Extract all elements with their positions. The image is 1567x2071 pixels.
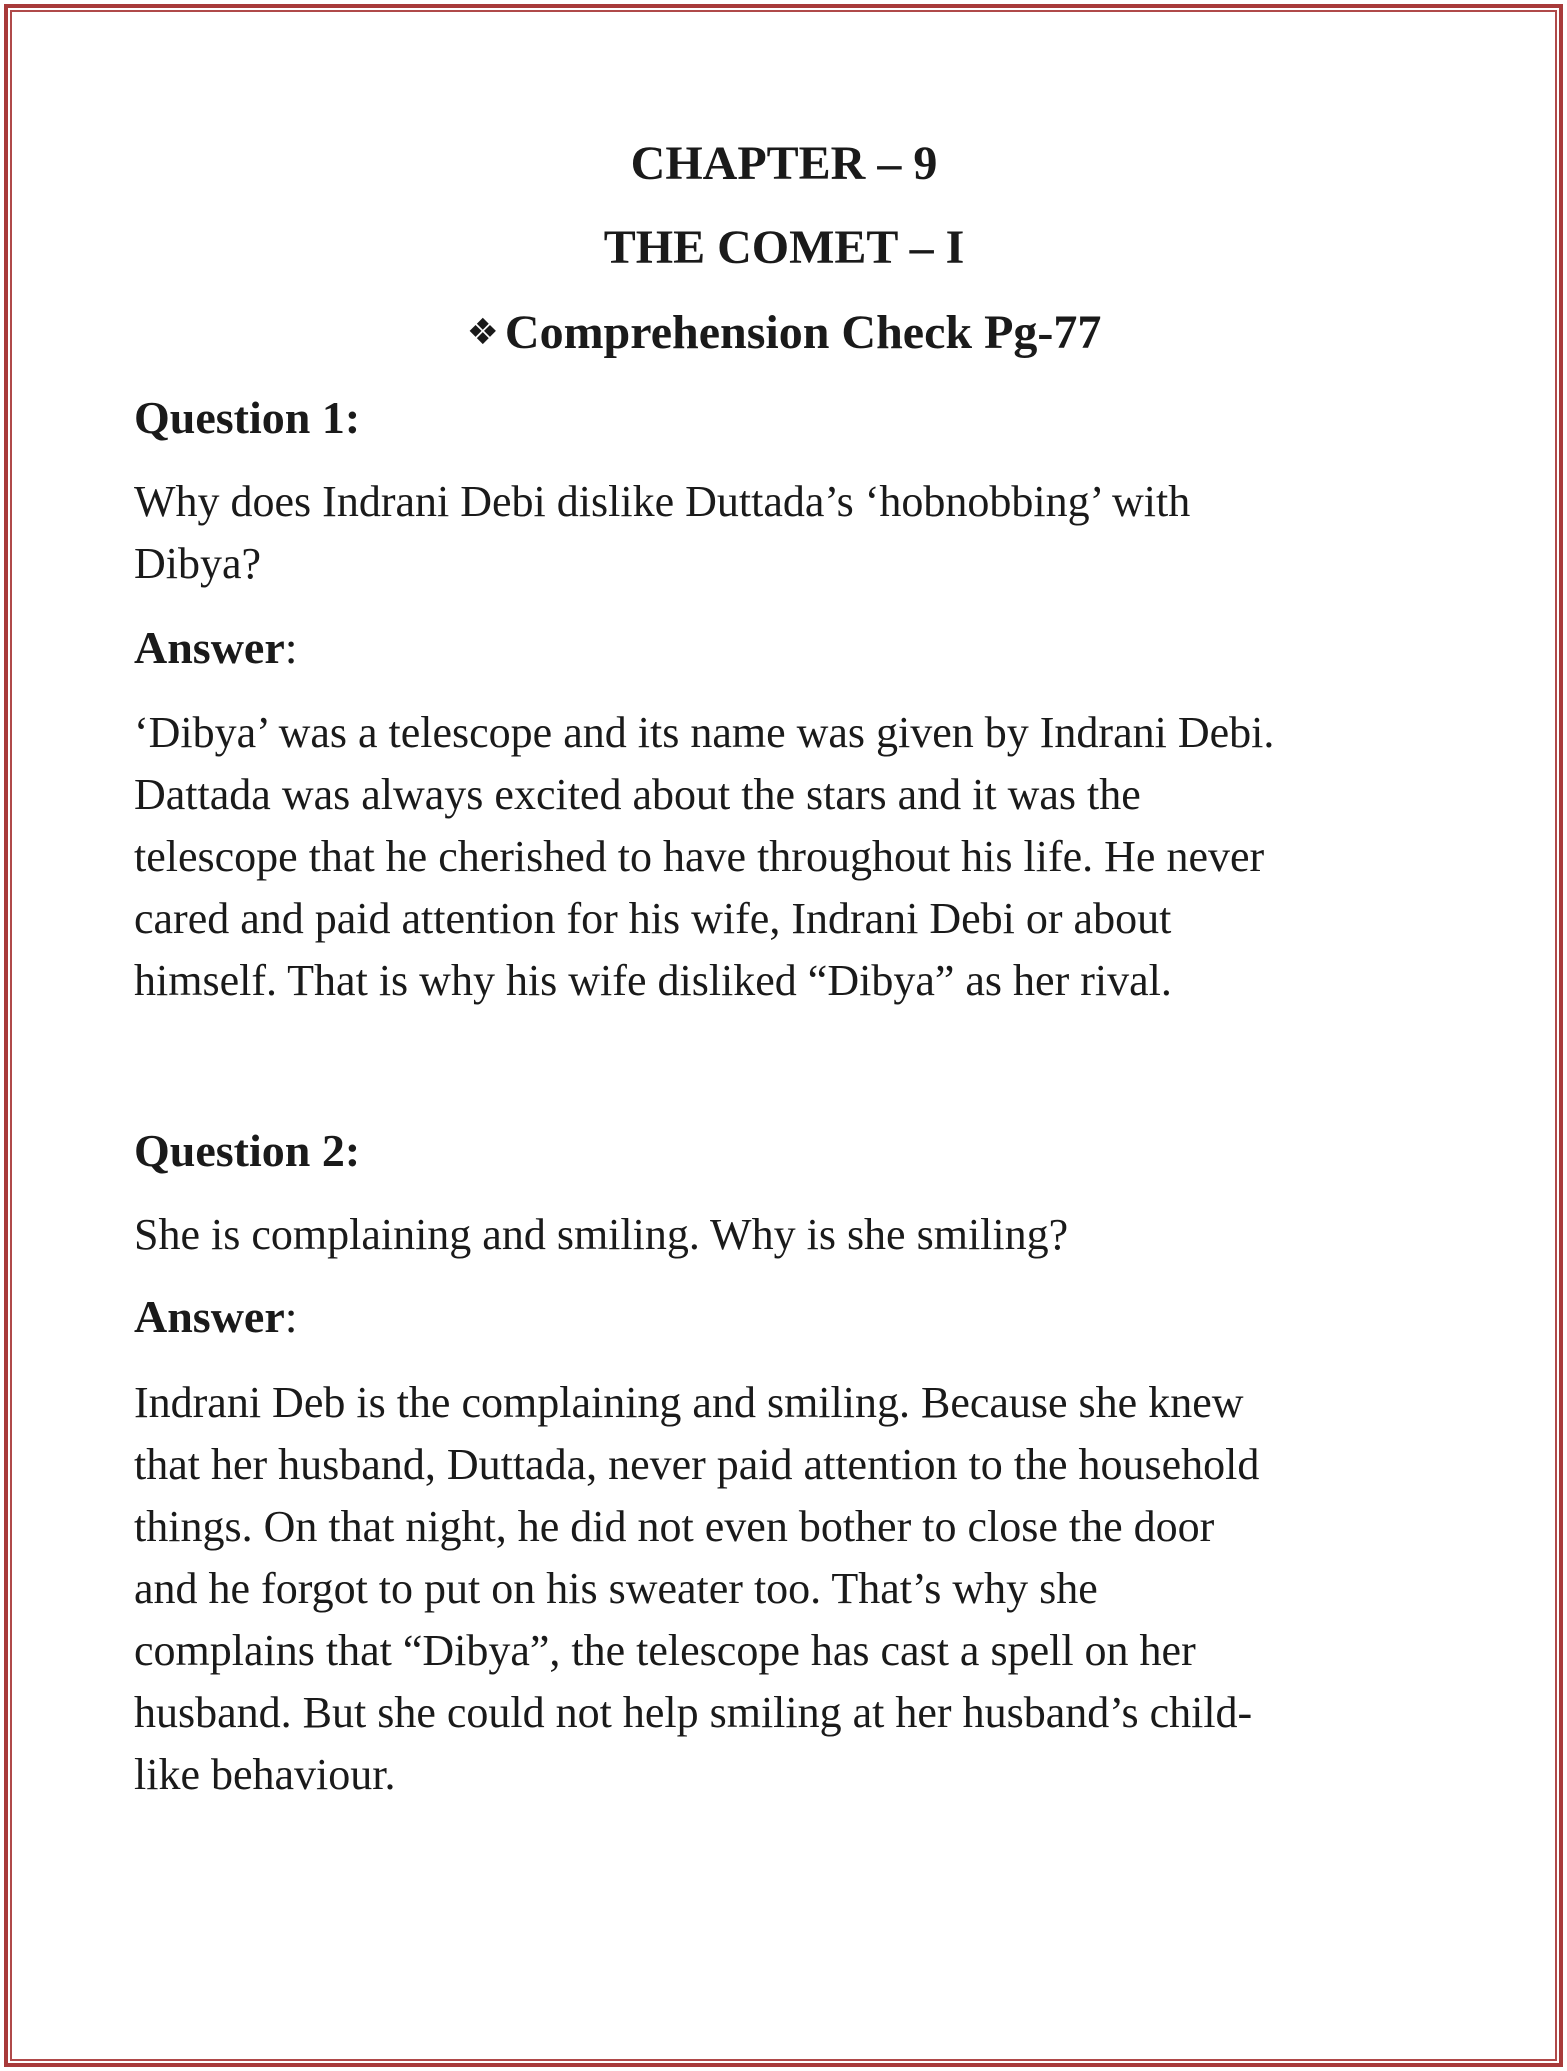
answer-1-line: ‘Dibya’ was a telescope and its name was given by Indrani Debi. [134,708,1275,757]
answer-2-line: things. On that night, he did not even bother to close the door [134,1502,1215,1551]
answer-2-label [134,1289,298,1345]
answer-1-label-colon: : [284,622,298,673]
section-heading-text: Comprehension Check Pg-77 [504,306,1102,359]
answer-2-line: husband. But she could not help smiling at her husband’s child- [134,1688,1253,1737]
answer-2-label-text: Answer [134,1291,285,1342]
chapter-title: THE COMET – I [603,221,965,274]
answer-1-label [134,620,298,676]
answer-2-line: and he forgot to put on his sweater too. That’s why she [134,1564,1098,1613]
answer-2-line: like behaviour. [134,1750,396,1799]
answer-1-line: cared and paid attention for his wife, Indrani Debi or about [134,894,1172,943]
answer-1-line: Dattada was always excited about the stars and it was the [134,770,1141,819]
question-1-label: Question 1: [134,392,361,443]
diamond-bullet-icon: ❖ [466,312,499,353]
question-1-line: Why does Indrani Debi dislike Duttada’s ‘hobnobbing’ with [134,477,1191,526]
chapter-heading: CHAPTER – 9 [630,137,938,190]
question-2-label: Question 2: [134,1125,361,1176]
answer-2-line: Indrani Deb is the complaining and smiling. Because she knew [134,1378,1244,1427]
answer-2-text [134,1372,1434,1806]
question-1-text [134,471,1434,595]
answer-1-line: telescope that he cherished to have throughout his life. He never [134,832,1265,881]
answer-2-label-colon: : [284,1291,298,1342]
answer-1-text [134,702,1434,1012]
section-heading [134,305,1434,361]
answer-2-line: complains that “Dibya”, the telescope has cast a spell on her [134,1626,1196,1675]
question-1-line: Dibya? [134,539,262,588]
answer-2-line: that her husband, Duttada, never paid attention to the household [134,1440,1260,1489]
question-2-line: She is complaining and smiling. Why is she smiling? [134,1210,1069,1259]
answer-1-line: himself. That is why his wife disliked “Dibya” as her rival. [134,956,1172,1005]
answer-1-label-text: Answer [134,622,285,673]
question-2-text [134,1204,1434,1266]
